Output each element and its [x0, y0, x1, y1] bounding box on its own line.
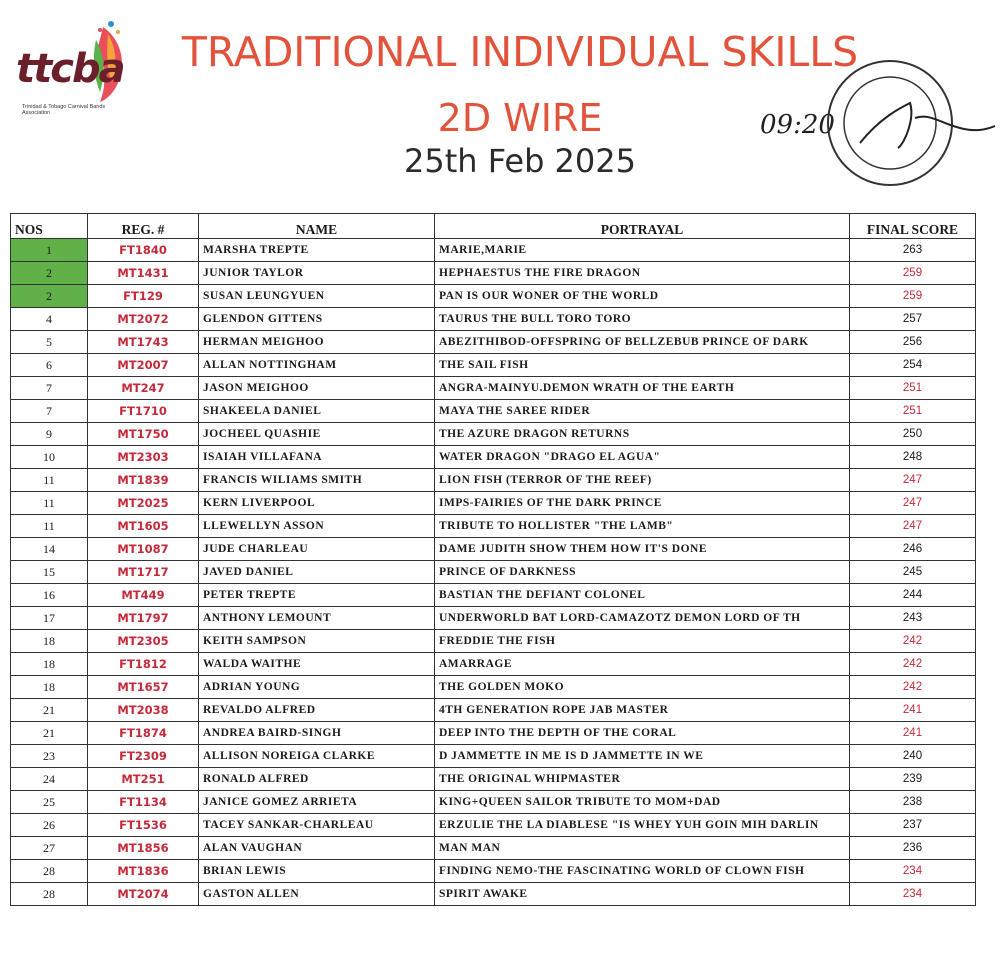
logo-subtitle: Trinidad & Tobago Carnival Bands Association	[22, 104, 106, 116]
cell-reg-number: MT2303	[88, 446, 199, 469]
cell-rank: 25	[11, 791, 88, 814]
table-row	[11, 515, 976, 538]
ttcba-logo	[8, 12, 138, 122]
header-name: NAME	[199, 214, 435, 239]
cell-portrayal: DEEP INTO THE DEPTH OF THE CORAL	[435, 722, 850, 745]
cell-rank: 28	[11, 860, 88, 883]
table-row	[11, 400, 976, 423]
cell-reg-number: FT1536	[88, 814, 199, 837]
cell-final-score: 250	[850, 423, 976, 446]
cell-name: JOCHEEL QUASHIE	[199, 423, 435, 446]
cell-final-score: 247	[850, 469, 976, 492]
cell-final-score: 263	[850, 239, 976, 262]
cell-portrayal: IMPS-FAIRIES OF THE DARK PRINCE	[435, 492, 850, 515]
cell-portrayal: ERZULIE THE LA DIABLESE "IS WHEY YUH GOIN MIH DARLIN	[435, 814, 850, 837]
cell-reg-number: FT1840	[88, 239, 199, 262]
table-row	[11, 837, 976, 860]
cell-rank: 7	[11, 377, 88, 400]
cell-reg-number: MT247	[88, 377, 199, 400]
cell-rank: 11	[11, 515, 88, 538]
table-row	[11, 354, 976, 377]
cell-name: ADRIAN YOUNG	[199, 676, 435, 699]
cell-reg-number: MT1431	[88, 262, 199, 285]
cell-portrayal: FINDING NEMO-THE FASCINATING WORLD OF CLOWN FISH	[435, 860, 850, 883]
cell-name: JANICE GOMEZ ARRIETA	[199, 791, 435, 814]
cell-final-score: 245	[850, 561, 976, 584]
cell-final-score: 259	[850, 285, 976, 308]
table-row	[11, 653, 976, 676]
cell-rank: 7	[11, 400, 88, 423]
cell-portrayal: HEPHAESTUS THE FIRE DRAGON	[435, 262, 850, 285]
cell-reg-number: FT2309	[88, 745, 199, 768]
cell-name: ALLAN NOTTINGHAM	[199, 354, 435, 377]
cell-portrayal: MAN MAN	[435, 837, 850, 860]
cell-name: MARSHA TREPTE	[199, 239, 435, 262]
cell-portrayal: SPIRIT AWAKE	[435, 883, 850, 906]
cell-reg-number: MT1605	[88, 515, 199, 538]
cell-name: ANTHONY LEMOUNT	[199, 607, 435, 630]
cell-name: KEITH SAMPSON	[199, 630, 435, 653]
cell-final-score: 236	[850, 837, 976, 860]
cell-final-score: 242	[850, 630, 976, 653]
table-header-row	[11, 214, 976, 239]
cell-final-score: 251	[850, 377, 976, 400]
cell-reg-number: MT1717	[88, 561, 199, 584]
table-row	[11, 492, 976, 515]
cell-portrayal: DAME JUDITH SHOW THEM HOW IT'S DONE	[435, 538, 850, 561]
cell-rank: 16	[11, 584, 88, 607]
cell-rank: 14	[11, 538, 88, 561]
header-reg: REG. #	[88, 214, 199, 239]
cell-portrayal: PAN IS OUR WONER OF THE WORLD	[435, 285, 850, 308]
cell-reg-number: MT251	[88, 768, 199, 791]
cell-name: ALAN VAUGHAN	[199, 837, 435, 860]
cell-rank: 18	[11, 676, 88, 699]
cell-reg-number: MT2007	[88, 354, 199, 377]
cell-final-score: 237	[850, 814, 976, 837]
cell-portrayal: 4TH GENERATION ROPE JAB MASTER	[435, 699, 850, 722]
cell-name: GLENDON GITTENS	[199, 308, 435, 331]
cell-portrayal: LION FISH (TERROR OF THE REEF)	[435, 469, 850, 492]
cell-name: ANDREA BAIRD-SINGH	[199, 722, 435, 745]
cell-portrayal: TRIBUTE TO HOLLISTER "THE LAMB"	[435, 515, 850, 538]
cell-rank: 4	[11, 308, 88, 331]
cell-name: FRANCIS WILIAMS SMITH	[199, 469, 435, 492]
cell-portrayal: THE SAIL FISH	[435, 354, 850, 377]
cell-reg-number: MT2038	[88, 699, 199, 722]
cell-final-score: 240	[850, 745, 976, 768]
header-nos: NOS	[11, 214, 88, 239]
cell-rank: 18	[11, 653, 88, 676]
cell-reg-number: MT1856	[88, 837, 199, 860]
cell-reg-number: FT1812	[88, 653, 199, 676]
cell-rank: 5	[11, 331, 88, 354]
table-row	[11, 308, 976, 331]
cell-reg-number: MT1750	[88, 423, 199, 446]
cell-rank: 18	[11, 630, 88, 653]
cell-final-score: 248	[850, 446, 976, 469]
cell-final-score: 241	[850, 722, 976, 745]
cell-final-score: 257	[850, 308, 976, 331]
cell-name: JAVED DANIEL	[199, 561, 435, 584]
cell-rank: 9	[11, 423, 88, 446]
cell-name: REVALDO ALFRED	[199, 699, 435, 722]
table-row	[11, 377, 976, 400]
cell-final-score: 247	[850, 515, 976, 538]
cell-reg-number: MT1743	[88, 331, 199, 354]
cell-rank: 21	[11, 699, 88, 722]
cell-rank: 26	[11, 814, 88, 837]
cell-reg-number: MT449	[88, 584, 199, 607]
cell-reg-number: MT2072	[88, 308, 199, 331]
cell-name: JASON MEIGHOO	[199, 377, 435, 400]
table-row	[11, 584, 976, 607]
header-score: FINAL SCORE	[850, 214, 976, 239]
table-row	[11, 676, 976, 699]
table-row	[11, 285, 976, 308]
cell-rank: 24	[11, 768, 88, 791]
stamp-time: 09:20	[760, 110, 835, 140]
cell-name: ALLISON NOREIGA CLARKE	[199, 745, 435, 768]
cell-reg-number: MT2305	[88, 630, 199, 653]
cell-rank: 11	[11, 492, 88, 515]
cell-name: LLEWELLYN ASSON	[199, 515, 435, 538]
cell-portrayal: ABEZITHIBOD-OFFSPRING OF BELLZEBUB PRINCE OF DARK	[435, 331, 850, 354]
cell-name: WALDA WAITHE	[199, 653, 435, 676]
table-row	[11, 538, 976, 561]
cell-reg-number: MT1839	[88, 469, 199, 492]
cell-final-score: 244	[850, 584, 976, 607]
results-table	[10, 213, 976, 906]
cell-rank: 28	[11, 883, 88, 906]
cell-portrayal: UNDERWORLD BAT LORD-CAMAZOTZ DEMON LORD OF TH	[435, 607, 850, 630]
page-subtitle: 2D WIRE	[437, 96, 603, 140]
cell-final-score: 242	[850, 653, 976, 676]
table-row	[11, 791, 976, 814]
cell-name: KERN LIVERPOOL	[199, 492, 435, 515]
cell-name: SUSAN LEUNGYUEN	[199, 285, 435, 308]
table-row	[11, 239, 976, 262]
cell-rank: 21	[11, 722, 88, 745]
cell-rank: 1	[11, 239, 88, 262]
cell-reg-number: MT1657	[88, 676, 199, 699]
table-row	[11, 469, 976, 492]
cell-name: GASTON ALLEN	[199, 883, 435, 906]
cell-final-score: 251	[850, 400, 976, 423]
cell-portrayal: MAYA THE SAREE RIDER	[435, 400, 850, 423]
cell-rank: 2	[11, 262, 88, 285]
cell-reg-number: MT2074	[88, 883, 199, 906]
cell-portrayal: FREDDIE THE FISH	[435, 630, 850, 653]
table-row	[11, 699, 976, 722]
cell-rank: 2	[11, 285, 88, 308]
cell-name: TACEY SANKAR-CHARLEAU	[199, 814, 435, 837]
cell-name: JUNIOR TAYLOR	[199, 262, 435, 285]
cell-name: PETER TREPTE	[199, 584, 435, 607]
cell-final-score: 234	[850, 883, 976, 906]
table-row	[11, 607, 976, 630]
cell-portrayal: THE AZURE DRAGON RETURNS	[435, 423, 850, 446]
cell-rank: 11	[11, 469, 88, 492]
cell-name: BRIAN LEWIS	[199, 860, 435, 883]
table-row	[11, 814, 976, 837]
cell-portrayal: THE ORIGINAL WHIPMASTER	[435, 768, 850, 791]
table-row	[11, 860, 976, 883]
cell-reg-number: MT1087	[88, 538, 199, 561]
cell-portrayal: BASTIAN THE DEFIANT COLONEL	[435, 584, 850, 607]
cell-final-score: 241	[850, 699, 976, 722]
logo-text: ttcba	[16, 46, 124, 92]
cell-reg-number: MT1797	[88, 607, 199, 630]
cell-portrayal: AMARRAGE	[435, 653, 850, 676]
cell-final-score: 246	[850, 538, 976, 561]
cell-name: ISAIAH VILLAFANA	[199, 446, 435, 469]
cell-name: RONALD ALFRED	[199, 768, 435, 791]
cell-final-score: 238	[850, 791, 976, 814]
cell-portrayal: PRINCE OF DARKNESS	[435, 561, 850, 584]
table-row	[11, 745, 976, 768]
table-row	[11, 722, 976, 745]
cell-reg-number: FT1710	[88, 400, 199, 423]
cell-rank: 15	[11, 561, 88, 584]
cell-final-score: 247	[850, 492, 976, 515]
cell-rank: 27	[11, 837, 88, 860]
cell-final-score: 234	[850, 860, 976, 883]
cell-reg-number: MT1836	[88, 860, 199, 883]
cell-name: SHAKEELA DANIEL	[199, 400, 435, 423]
cell-portrayal: WATER DRAGON "DRAGO EL AGUA"	[435, 446, 850, 469]
cell-name: JUDE CHARLEAU	[199, 538, 435, 561]
cell-final-score: 242	[850, 676, 976, 699]
cell-rank: 6	[11, 354, 88, 377]
cell-reg-number: MT2025	[88, 492, 199, 515]
cell-rank: 17	[11, 607, 88, 630]
cell-reg-number: FT1134	[88, 791, 199, 814]
table-row	[11, 630, 976, 653]
cell-rank: 23	[11, 745, 88, 768]
cell-reg-number: FT129	[88, 285, 199, 308]
cell-portrayal: THE GOLDEN MOKO	[435, 676, 850, 699]
table-row	[11, 561, 976, 584]
cell-final-score: 239	[850, 768, 976, 791]
table-row	[11, 768, 976, 791]
cell-final-score: 254	[850, 354, 976, 377]
table-row	[11, 262, 976, 285]
cell-final-score: 259	[850, 262, 976, 285]
table-row	[11, 331, 976, 354]
table-row	[11, 883, 976, 906]
cell-name: HERMAN MEIGHOO	[199, 331, 435, 354]
table-row	[11, 423, 976, 446]
cell-portrayal: D JAMMETTE IN ME IS D JAMMETTE IN WE	[435, 745, 850, 768]
cell-portrayal: MARIE,MARIE	[435, 239, 850, 262]
cell-reg-number: FT1874	[88, 722, 199, 745]
cell-rank: 10	[11, 446, 88, 469]
table-row	[11, 446, 976, 469]
event-date: 25th Feb 2025	[404, 142, 636, 180]
cell-portrayal: KING+QUEEN SAILOR TRIBUTE TO MOM+DAD	[435, 791, 850, 814]
official-stamp	[760, 48, 1000, 188]
cell-portrayal: TAURUS THE BULL TORO TORO	[435, 308, 850, 331]
cell-final-score: 243	[850, 607, 976, 630]
cell-final-score: 256	[850, 331, 976, 354]
header-portrayal: PORTRAYAL	[435, 214, 850, 239]
page-title: TRADITIONAL INDIVIDUAL SKILLS	[181, 28, 859, 76]
cell-portrayal: ANGRA-MAINYU.DEMON WRATH OF THE EARTH	[435, 377, 850, 400]
